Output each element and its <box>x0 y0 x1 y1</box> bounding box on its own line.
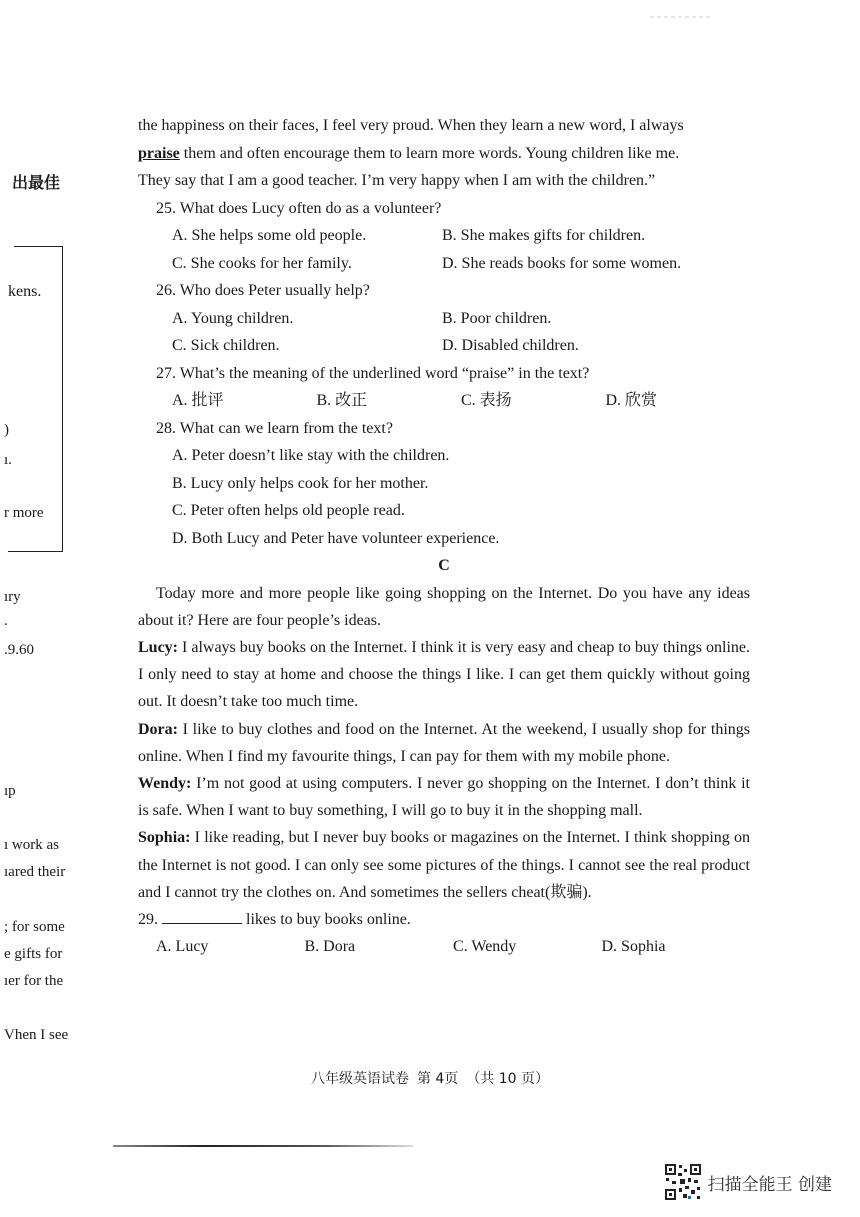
speaker-name: Sophia: <box>138 829 191 847</box>
opinion-text: I like reading, but I never buy books or magazines on the Internet. I think shopping on the Internet is not good. I can only see some pictures of the things. I cannot see the real product and I cannot try the clothes on. And sometimes the sellers cheat(欺骗). <box>138 829 750 901</box>
option-b: B. Lucy only helps cook for her mother. <box>172 474 429 492</box>
option-c: C. She cooks for her family. <box>172 254 352 272</box>
option-d: D. Disabled children. <box>442 337 579 354</box>
option-b: B. Poor children. <box>442 309 552 327</box>
option-d: D. She reads books for some women. <box>442 254 682 272</box>
opinion-text: I like to buy clothes and food on the Internet. At the weekend, I usually shop for things online. When I find my favourite things, I can pay for them with my mobile phone. <box>138 720 750 765</box>
option-row <box>138 933 750 961</box>
left-fragment: .9.60 <box>4 642 34 658</box>
speaker-name: Wendy: <box>138 774 192 792</box>
section-title: C <box>438 557 450 574</box>
opinion-paragraph <box>138 716 750 770</box>
left-fragment: . <box>4 613 8 629</box>
paper-name: 八年级英语试卷 <box>310 1071 409 1087</box>
question-text: likes to buy books online. <box>242 910 411 928</box>
opinion-text: I’m not good at using computers. I never go shopping on the Internet. I don’t think it is safe. When I want to buy something, I will go to buy it in the shopping mall. <box>138 774 750 820</box>
question-27 <box>138 360 750 415</box>
left-fragment: 出最佳 <box>12 173 61 192</box>
left-fragment: ; for some <box>4 919 65 935</box>
left-fragment: ıer for the <box>4 973 64 989</box>
option-b: B. She makes gifts for children. <box>442 227 646 244</box>
option-a: A. 批评 <box>172 392 224 409</box>
question-number: 29. <box>138 910 158 928</box>
answer-blank[interactable] <box>162 907 242 924</box>
left-fragment: ıp <box>4 783 16 799</box>
question-26 <box>138 277 750 360</box>
watermark-text: 扫描全能王 创建 <box>707 1174 832 1195</box>
question-stem: 26. Who does Peter usually help? <box>156 282 370 299</box>
opinion-paragraph <box>138 824 750 906</box>
option-row <box>138 250 750 278</box>
left-fragment: ı. <box>4 452 12 468</box>
left-fragment: ı work as <box>4 837 59 853</box>
option-d: D. Both Lucy and Peter have volunteer experience. <box>172 529 500 547</box>
left-fragment: ) <box>4 422 9 438</box>
option-a: A. Young children. <box>172 309 294 327</box>
option-d: D. Sophia <box>601 938 666 956</box>
option-c: C. 表扬 <box>461 392 512 409</box>
scan-mark <box>650 6 710 10</box>
question-25 <box>138 195 750 278</box>
left-fragment: Vhen I see <box>4 1027 69 1043</box>
passage-b-ending <box>138 112 750 195</box>
option-row <box>138 387 750 415</box>
passage-line: the happiness on their faces, I feel very proud. When they learn a new word, I always <box>138 117 684 134</box>
left-fragment: ıry <box>4 589 21 605</box>
option-c: C. Wendy <box>453 938 517 956</box>
passage-line <box>138 140 750 168</box>
option-row <box>138 222 750 250</box>
option-c: C. Sick children. <box>172 337 280 354</box>
passage-c <box>138 580 750 906</box>
question-29 <box>138 906 750 961</box>
divider <box>113 1145 413 1147</box>
option-a: A. Lucy <box>156 938 209 956</box>
qr-code-icon <box>664 1163 702 1201</box>
speaker-name: Dora: <box>138 720 178 738</box>
speaker-name: Lucy: <box>138 638 178 656</box>
left-fragment: r more <box>4 505 44 521</box>
box-bottom-border <box>8 551 63 552</box>
passage-line: They say that I am a good teacher. I’m very happy when I am with the children.” <box>138 172 656 189</box>
left-fragment: ıared their <box>4 864 66 880</box>
option-a: A. Peter doesn’t like stay with the children. <box>172 447 450 464</box>
page-number: 第 4页 <box>416 1071 459 1087</box>
question-stem: 28. What can we learn from the text? <box>156 419 393 437</box>
option-d: D. 欣赏 <box>605 392 658 409</box>
box-right-border <box>62 246 63 552</box>
option-b: B. Dora <box>304 938 356 956</box>
option-a: A. She helps some old people. <box>172 227 367 244</box>
opinion-paragraph <box>138 634 750 716</box>
left-fragment: kens. <box>8 283 42 300</box>
box-top-border <box>14 246 63 247</box>
question-28 <box>138 415 750 553</box>
page-footer <box>0 1068 860 1088</box>
passage-intro: Today more and more people like going shopping on the Internet. Do you have any ideas about it? Here are four people’s ideas. <box>138 584 750 629</box>
question-stem <box>138 906 750 934</box>
exam-page-content <box>138 112 750 961</box>
opinion-paragraph <box>138 770 750 824</box>
option-c: C. Peter often helps old people read. <box>172 502 405 519</box>
passage-line-text: them and often encourage them to learn more words. Young children like me. <box>179 144 680 162</box>
underlined-word: praise <box>138 144 180 162</box>
question-stem: 25. What does Lucy often do as a volunteer? <box>156 199 442 217</box>
page-total: （共 10 页） <box>466 1071 550 1087</box>
question-stem: 27. What’s the meaning of the underlined word “praise” in the text? <box>156 364 590 382</box>
adjacent-page-strip <box>0 0 90 1217</box>
option-b: B. 改正 <box>316 392 368 409</box>
option-row <box>138 332 750 360</box>
left-fragment: e gifts for <box>4 946 63 962</box>
option-row <box>138 305 750 333</box>
scanner-watermark <box>664 1163 832 1201</box>
opinion-text: I always buy books on the Internet. I think it is very easy and cheap to buy things online. I only need to stay at home and choose the things I like. I can get them quickly without going out. It doesn’t take too much time. <box>138 638 750 711</box>
